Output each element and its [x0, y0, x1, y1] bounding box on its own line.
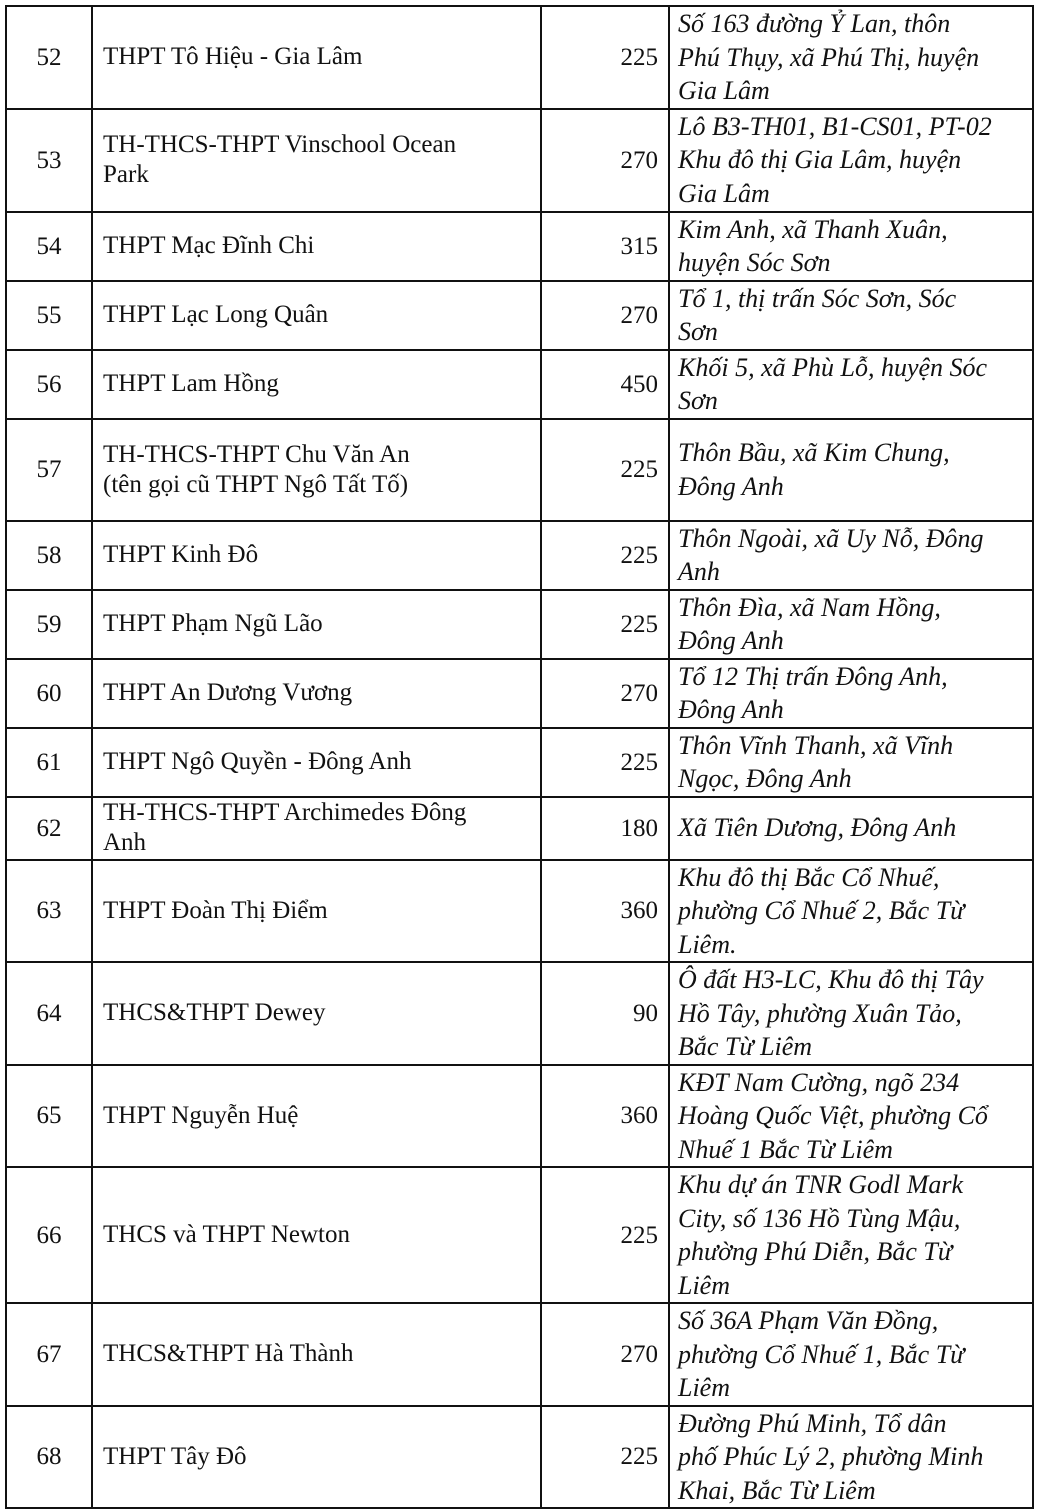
enrollment-quota: 360 [541, 1065, 669, 1168]
school-name: THPT Phạm Ngũ Lão [92, 590, 541, 659]
row-number: 67 [6, 1303, 92, 1406]
table-row [6, 659, 1033, 728]
school-name: THPT Tây Đô [92, 1406, 541, 1509]
row-number: 56 [6, 350, 92, 419]
school-address: Thôn Ngoài, xã Uy Nỗ, Đông Anh [669, 521, 1033, 590]
school-name: THPT Mạc Đĩnh Chi [92, 212, 541, 281]
school-address: KĐT Nam Cường, ngõ 234 Hoàng Quốc Việt, phường Cổ Nhuế 1 Bắc Từ Liêm [669, 1065, 1033, 1168]
school-address: Khu đô thị Bắc Cổ Nhuế, phường Cổ Nhuế 2, Bắc Từ Liêm. [669, 860, 1033, 963]
school-name: TH-THCS-THPT Vinschool Ocean Park [92, 109, 541, 212]
school-name: THCS&THPT Hà Thành [92, 1303, 541, 1406]
table-row [6, 109, 1033, 212]
enrollment-quota: 90 [541, 962, 669, 1065]
row-number: 61 [6, 728, 92, 797]
table-row [6, 860, 1033, 963]
school-name: THPT Lạc Long Quân [92, 281, 541, 350]
row-number: 57 [6, 419, 92, 521]
school-table [5, 5, 1034, 1509]
school-address: Xã Tiên Dương, Đông Anh [669, 797, 1033, 860]
school-address: Thôn Vĩnh Thanh, xã Vĩnh Ngọc, Đông Anh [669, 728, 1033, 797]
school-address: Lô B3-TH01, B1-CS01, PT-02 Khu đô thị Gia Lâm, huyện Gia Lâm [669, 109, 1033, 212]
row-number: 64 [6, 962, 92, 1065]
enrollment-quota: 225 [541, 521, 669, 590]
table-row [6, 1065, 1033, 1168]
row-number: 65 [6, 1065, 92, 1168]
table-row [6, 6, 1033, 109]
table-row [6, 797, 1033, 860]
row-number: 53 [6, 109, 92, 212]
enrollment-quota: 225 [541, 1167, 669, 1303]
enrollment-quota: 180 [541, 797, 669, 860]
school-name: TH-THCS-THPT Archimedes Đông Anh [92, 797, 541, 860]
row-number: 55 [6, 281, 92, 350]
school-name: THPT Đoàn Thị Điểm [92, 860, 541, 963]
school-address: Thôn Bầu, xã Kim Chung, Đông Anh [669, 419, 1033, 521]
school-table-body [6, 6, 1033, 1508]
table-row [6, 521, 1033, 590]
school-address: Khu dự án TNR Godl Mark City, số 136 Hồ Tùng Mậu, phường Phú Diễn, Bắc Từ Liêm [669, 1167, 1033, 1303]
enrollment-quota: 270 [541, 1303, 669, 1406]
row-number: 59 [6, 590, 92, 659]
row-number: 52 [6, 6, 92, 109]
table-row [6, 419, 1033, 521]
school-address: Ô đất H3-LC, Khu đô thị Tây Hồ Tây, phường Xuân Tảo, Bắc Từ Liêm [669, 962, 1033, 1065]
enrollment-quota: 450 [541, 350, 669, 419]
school-address: Khối 5, xã Phù Lỗ, huyện Sóc Sơn [669, 350, 1033, 419]
school-name: THPT Nguyễn Huệ [92, 1065, 541, 1168]
school-address: Tổ 1, thị trấn Sóc Sơn, Sóc Sơn [669, 281, 1033, 350]
enrollment-quota: 225 [541, 6, 669, 109]
table-row [6, 728, 1033, 797]
school-name: THPT An Dương Vương [92, 659, 541, 728]
school-address: Số 163 đường Ỷ Lan, thôn Phú Thụy, xã Phú Thị, huyện Gia Lâm [669, 6, 1033, 109]
school-name: THPT Ngô Quyền - Đông Anh [92, 728, 541, 797]
enrollment-quota: 360 [541, 860, 669, 963]
table-row [6, 590, 1033, 659]
row-number: 58 [6, 521, 92, 590]
row-number: 68 [6, 1406, 92, 1509]
row-number: 63 [6, 860, 92, 963]
school-name: THPT Tô Hiệu - Gia Lâm [92, 6, 541, 109]
school-address: Số 36A Phạm Văn Đồng, phường Cổ Nhuế 1, Bắc Từ Liêm [669, 1303, 1033, 1406]
enrollment-quota: 225 [541, 728, 669, 797]
enrollment-quota: 270 [541, 659, 669, 728]
enrollment-quota: 225 [541, 590, 669, 659]
table-row [6, 1406, 1033, 1509]
enrollment-quota: 270 [541, 109, 669, 212]
school-name: THCS&THPT Dewey [92, 962, 541, 1065]
row-number: 66 [6, 1167, 92, 1303]
row-number: 62 [6, 797, 92, 860]
school-address: Kim Anh, xã Thanh Xuân, huyện Sóc Sơn [669, 212, 1033, 281]
table-row [6, 1167, 1033, 1303]
school-name: TH-THCS-THPT Chu Văn An (tên gọi cũ THPT Ngô Tất Tố) [92, 419, 541, 521]
enrollment-quota: 225 [541, 1406, 669, 1509]
school-address: Đường Phú Minh, Tổ dân phố Phúc Lý 2, phường Minh Khai, Bắc Từ Liêm [669, 1406, 1033, 1509]
school-name: THPT Kinh Đô [92, 521, 541, 590]
table-row [6, 281, 1033, 350]
school-address: Tổ 12 Thị trấn Đông Anh, Đông Anh [669, 659, 1033, 728]
table-row [6, 962, 1033, 1065]
enrollment-quota: 270 [541, 281, 669, 350]
enrollment-quota: 315 [541, 212, 669, 281]
row-number: 54 [6, 212, 92, 281]
school-address: Thôn Đìa, xã Nam Hồng, Đông Anh [669, 590, 1033, 659]
table-row [6, 212, 1033, 281]
row-number: 60 [6, 659, 92, 728]
school-name: THCS và THPT Newton [92, 1167, 541, 1303]
table-row [6, 350, 1033, 419]
enrollment-quota: 225 [541, 419, 669, 521]
school-name: THPT Lam Hồng [92, 350, 541, 419]
table-row [6, 1303, 1033, 1406]
